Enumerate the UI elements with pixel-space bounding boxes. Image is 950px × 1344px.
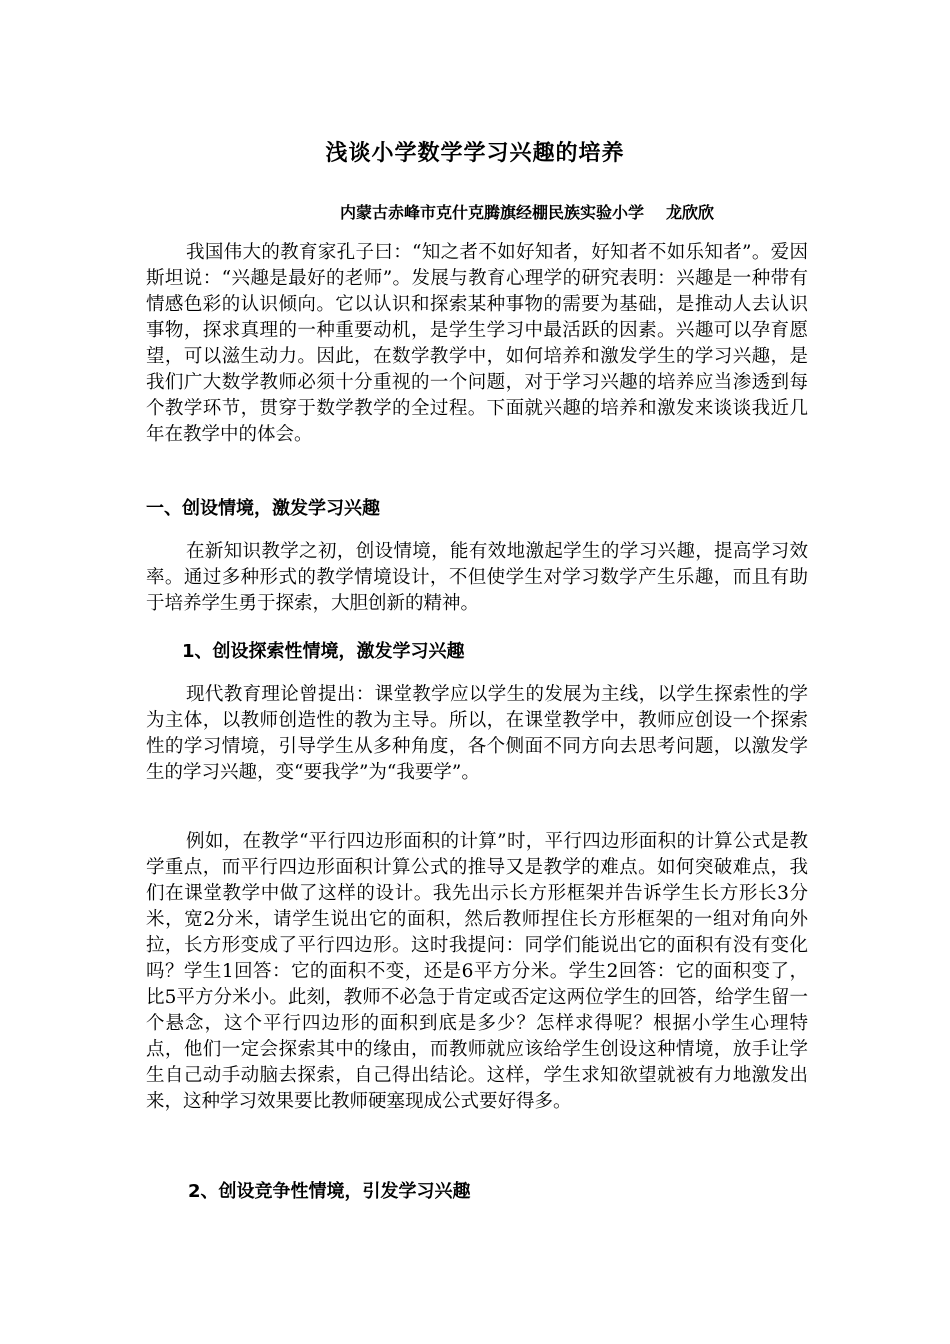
- author-name: 龙欣欣: [666, 203, 715, 222]
- intro-paragraph: 我国伟大的教育家孔子曰：“知之者不如好知者，好知者不如乐知者”。爱因斯坦说：“兴趣是最好的老师”。发展与教育心理学的研究表明：兴趣是一种带有情感色彩的认识倾向。它以认识和探索某种事物的需要为基础，是推动人去认识事物，探求真理的一种重要动机，是学生学习中最活跃的因素。兴趣可以孕育愿望，可以滋生动力。因此，在数学教学中，如何培养和激发学生的学习兴趣，是我们广大数学教师必须十分重视的一个问题，对于学习兴趣的培养应当渗透到每个教学环节，贯穿于数学教学的全过程。下面就兴趣的培养和激发来谈谈我近几年在教学中的体会。: [146, 242, 808, 445]
- author-school: 内蒙古赤峰市克什克腾旗经棚民族实验小学: [340, 203, 645, 222]
- subsection-1-1-paragraph-a: 现代教育理论曾提出：课堂教学应以学生的发展为主线，以学生探索性的学为主体，以教师创造性的教为主导。所以，在课堂教学中，教师应创设一个探索性的学习情境，引导学生从多种角度，各个侧面不同方向去思考问题，以激发学生的学习兴趣，变“要我学”为“我要学”。: [146, 684, 808, 783]
- subsection-1-1-paragraph-b: 例如，在教学“平行四边形面积的计算”时，平行四边形面积的计算公式是教学重点，而平行四边形面积计算公式的推导又是教学的难点。如何突破难点，我们在课堂教学中做了这样的设计。我先出示长方形框架并告诉学生长方形长3分米，宽2分米，请学生说出它的面积，然后教师捏住长方形框架的一组对角向外拉，长方形变成了平行四边形。这时我提问：同学们能说出它的面积有没有变化吗？学生1回答：它的面积不变，还是6平方分米。学生2回答：它的面积变了，比5平方分米小。此刻，教师不必急于肯定或否定这两位学生的回答，给学生留一个悬念，这个平行四边形的面积到底是多少？怎样求得呢？根据小学生心理特点，他们一定会探索其中的缘由，而教师就应该给学生创设这种情境，放手让学生自己动手动脑去探索，自己得出结论。这样，学生求知欲望就被有力地激发出来，这种学习效果要比教师硬塞现成公式要好得多。: [146, 831, 808, 1112]
- document-title: 浅谈小学数学学习兴趣的培养: [325, 141, 625, 166]
- section-heading-1: 一、创设情境，激发学习兴趣: [146, 498, 380, 519]
- author-line: [340, 200, 714, 223]
- subsection-heading-1-2: 2、创设竞争性情境，引发学习兴趣: [188, 1181, 471, 1202]
- section-1-paragraph: 在新知识教学之初，创设情境，能有效地激起学生的学习兴趣，提高学习效率。通过多种形式的教学情境设计，不但使学生对学习数学产生乐趣，而且有助于培养学生勇于探索，大胆创新的精神。: [146, 541, 808, 614]
- subsection-heading-1-1: 1、创设探索性情境，激发学习兴趣: [182, 641, 465, 662]
